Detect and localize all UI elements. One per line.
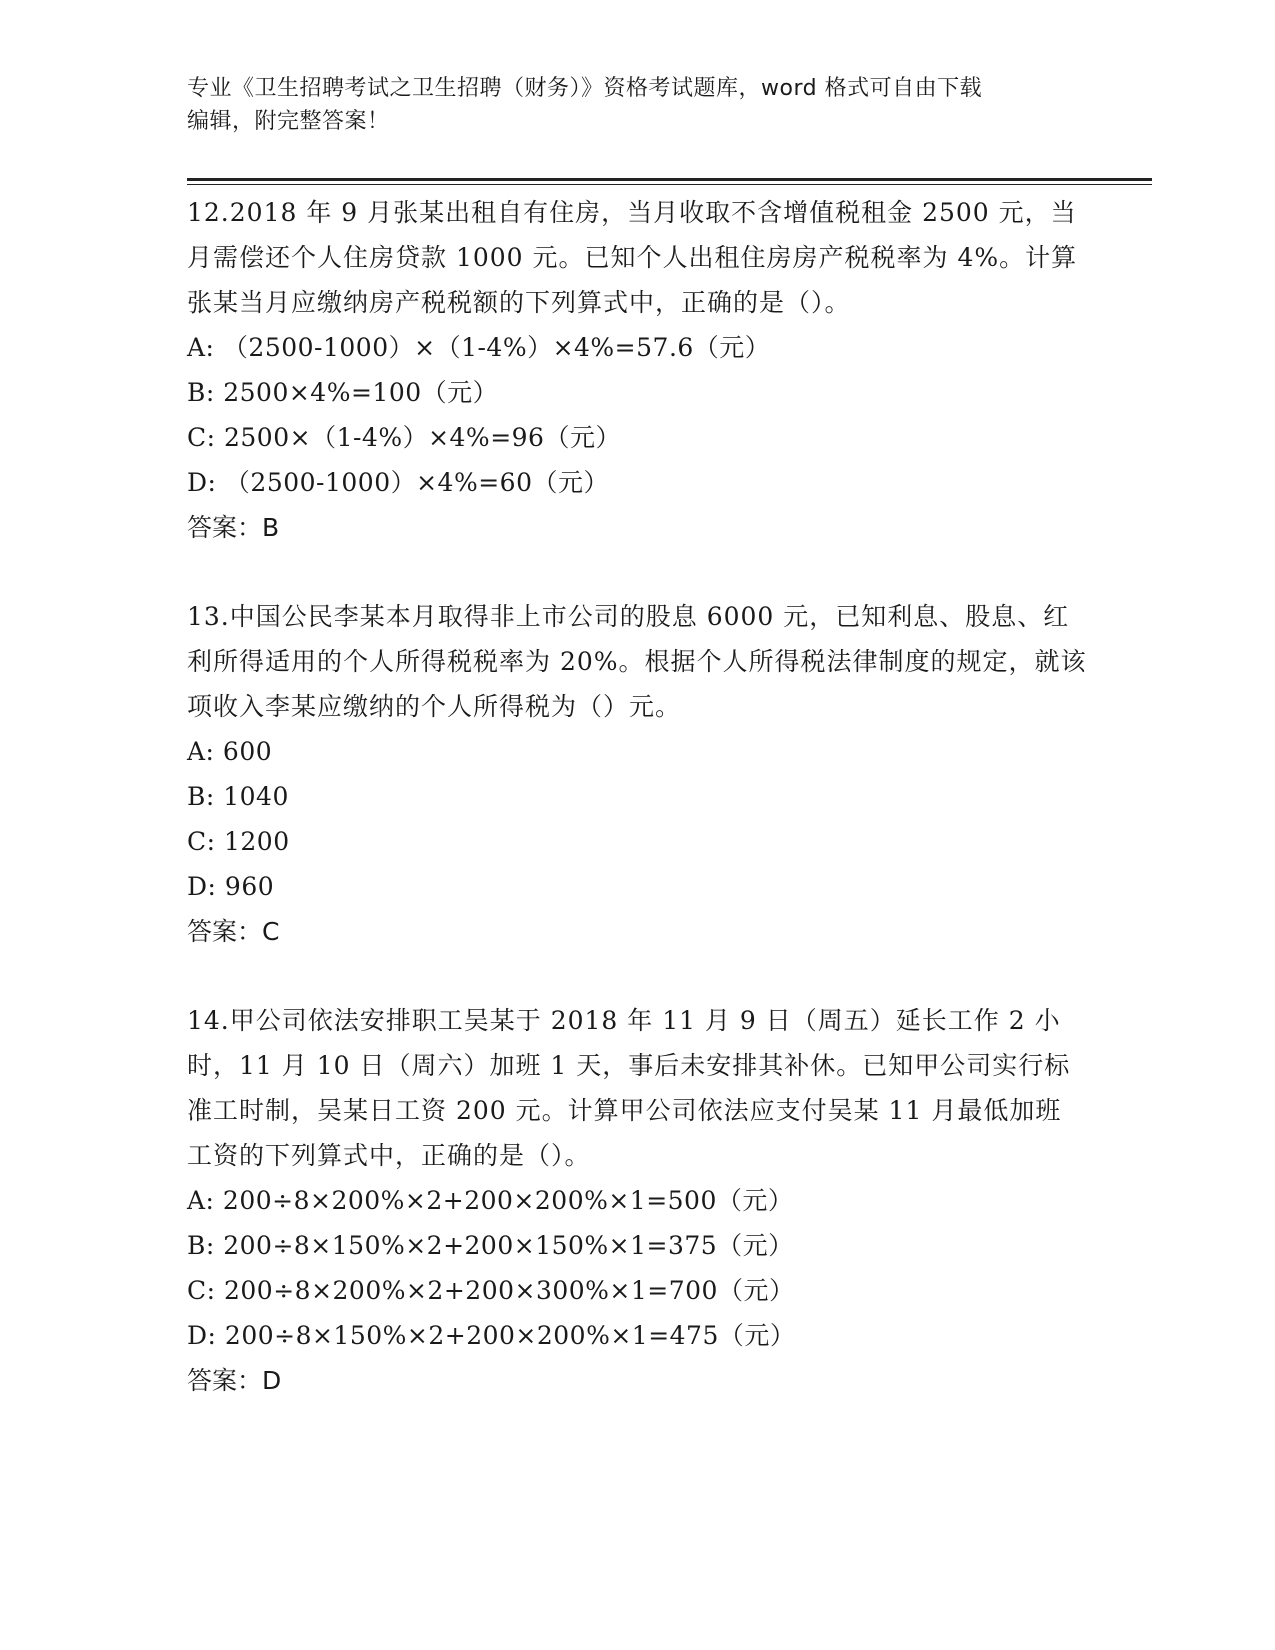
question-14	[187, 998, 1087, 1403]
option-a: A: 200÷8×200%×2+200×200%×1=500（元）	[187, 1186, 794, 1215]
option-d: D: 200÷8×150%×2+200×200%×1=475（元）	[187, 1321, 796, 1350]
question-list	[187, 190, 1087, 1447]
question-stem: 14.甲公司依法安排职工吴某于 2018 年 11 月 9 日（周五）延长工作 2 小时，11 月 10 日（周六）加班 1 天，事后未安排其补休。已知甲公司实行标准工时制，吴某日工资 200 元。计算甲公司依法应支付吴某 11 月最低加班工资的下列算式中，正确的是（）。	[187, 1006, 1071, 1170]
question-stem: 12.2018 年 9 月张某出租自有住房，当月收取不含增值税租金 2500 元，当月需偿还个人住房贷款 1000 元。已知个人出租住房房产税税率为 4%。计算张某当月应缴纳房产税税额的下列算式中，正确的是（）。	[187, 198, 1078, 317]
question-stem: 13.中国公民李某本月取得非上市公司的股息 6000 元，已知利息、股息、红利所得适用的个人所得税税率为 20%。根据个人所得税法律制度的规定，就该项收入李某应缴纳的个人所得税为（）元。	[187, 602, 1087, 721]
option-b: B: 1040	[187, 782, 289, 811]
question-13	[187, 594, 1087, 954]
option-c: C: 2500×（1-4%）×4%=96（元）	[187, 423, 621, 452]
option-a: A: 600	[187, 737, 273, 766]
header-line-2: 编辑，附完整答案！	[187, 109, 390, 134]
option-d: D: 960	[187, 872, 275, 901]
answer-line: 答案：D	[187, 1366, 282, 1395]
document-header	[187, 72, 1067, 138]
answer-line: 答案：B	[187, 513, 280, 542]
header-line-1: 专业《卫生招聘考试之卫生招聘（财务）》资格考试题库，word 格式可自由下载	[187, 76, 983, 101]
option-c: C: 200÷8×200%×2+200×300%×1=700（元）	[187, 1276, 795, 1305]
option-b: B: 2500×4%=100（元）	[187, 378, 499, 407]
option-a: A: （2500-1000）×（1-4%）×4%=57.6（元）	[187, 333, 771, 362]
answer-line: 答案：C	[187, 917, 280, 946]
header-divider-thick	[187, 178, 1152, 181]
question-12	[187, 190, 1087, 550]
option-c: C: 1200	[187, 827, 290, 856]
option-d: D: （2500-1000）×4%=60（元）	[187, 468, 609, 497]
option-b: B: 200÷8×150%×2+200×150%×1=375（元）	[187, 1231, 794, 1260]
header-divider-thin	[187, 184, 1152, 185]
